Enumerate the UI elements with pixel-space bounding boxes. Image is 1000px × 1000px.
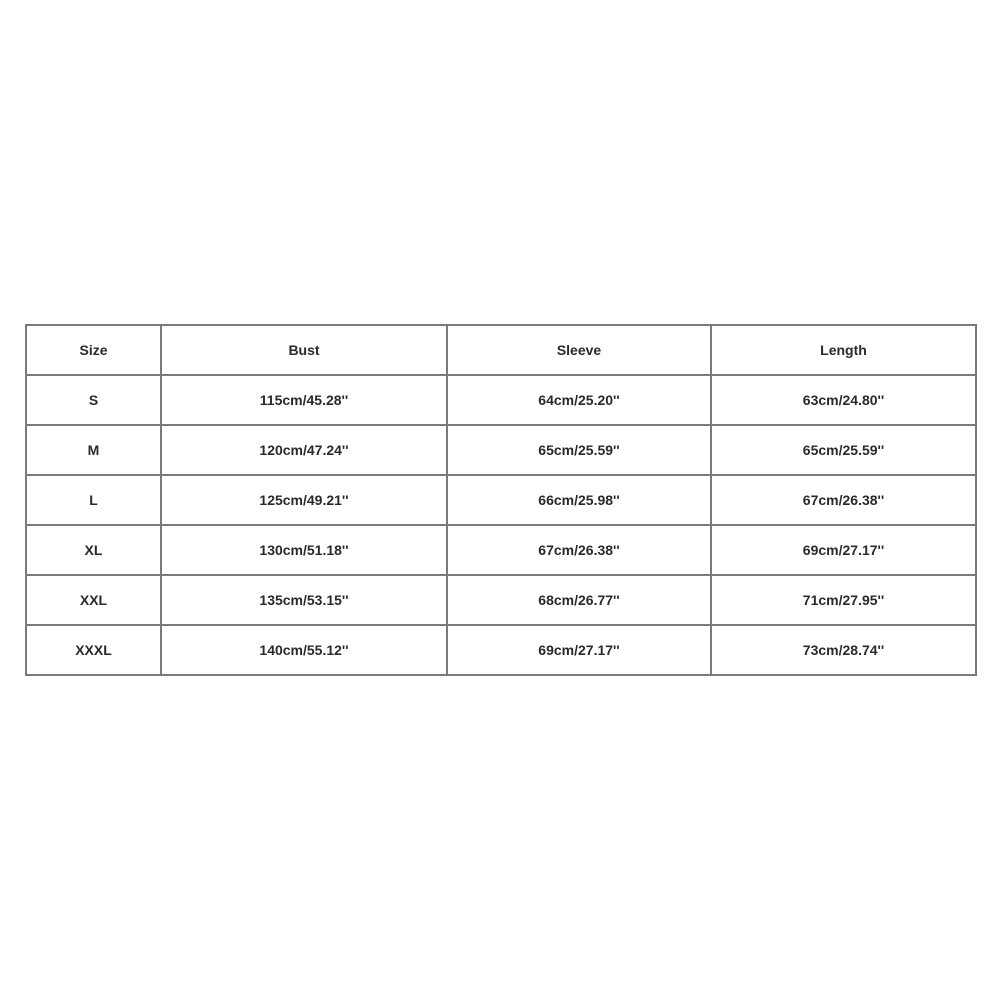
header-bust: Bust: [161, 325, 447, 375]
size-chart-table: [25, 324, 977, 676]
bust-cell: 135cm/53.15'': [161, 575, 447, 625]
bust-cell: 140cm/55.12'': [161, 625, 447, 675]
bust-cell: 115cm/45.28'': [161, 375, 447, 425]
size-cell: S: [26, 375, 161, 425]
bust-cell: 130cm/51.18'': [161, 525, 447, 575]
size-cell: XXXL: [26, 625, 161, 675]
sleeve-cell: 64cm/25.20'': [447, 375, 711, 425]
size-cell: M: [26, 425, 161, 475]
length-cell: 69cm/27.17'': [711, 525, 976, 575]
size-cell: XL: [26, 525, 161, 575]
sleeve-cell: 68cm/26.77'': [447, 575, 711, 625]
length-cell: 73cm/28.74'': [711, 625, 976, 675]
length-cell: 65cm/25.59'': [711, 425, 976, 475]
length-cell: 67cm/26.38'': [711, 475, 976, 525]
table-row: [26, 375, 976, 425]
header-size: Size: [26, 325, 161, 375]
sleeve-cell: 66cm/25.98'': [447, 475, 711, 525]
size-cell: L: [26, 475, 161, 525]
sleeve-cell: 65cm/25.59'': [447, 425, 711, 475]
table-row: [26, 425, 976, 475]
header-sleeve: Sleeve: [447, 325, 711, 375]
sleeve-cell: 67cm/26.38'': [447, 525, 711, 575]
bust-cell: 125cm/49.21'': [161, 475, 447, 525]
length-cell: 71cm/27.95'': [711, 575, 976, 625]
table-header-row: [26, 325, 976, 375]
length-cell: 63cm/24.80'': [711, 375, 976, 425]
table-row: [26, 525, 976, 575]
sleeve-cell: 69cm/27.17'': [447, 625, 711, 675]
header-length: Length: [711, 325, 976, 375]
size-cell: XXL: [26, 575, 161, 625]
bust-cell: 120cm/47.24'': [161, 425, 447, 475]
table-row: [26, 625, 976, 675]
table-row: [26, 575, 976, 625]
table-row: [26, 475, 976, 525]
